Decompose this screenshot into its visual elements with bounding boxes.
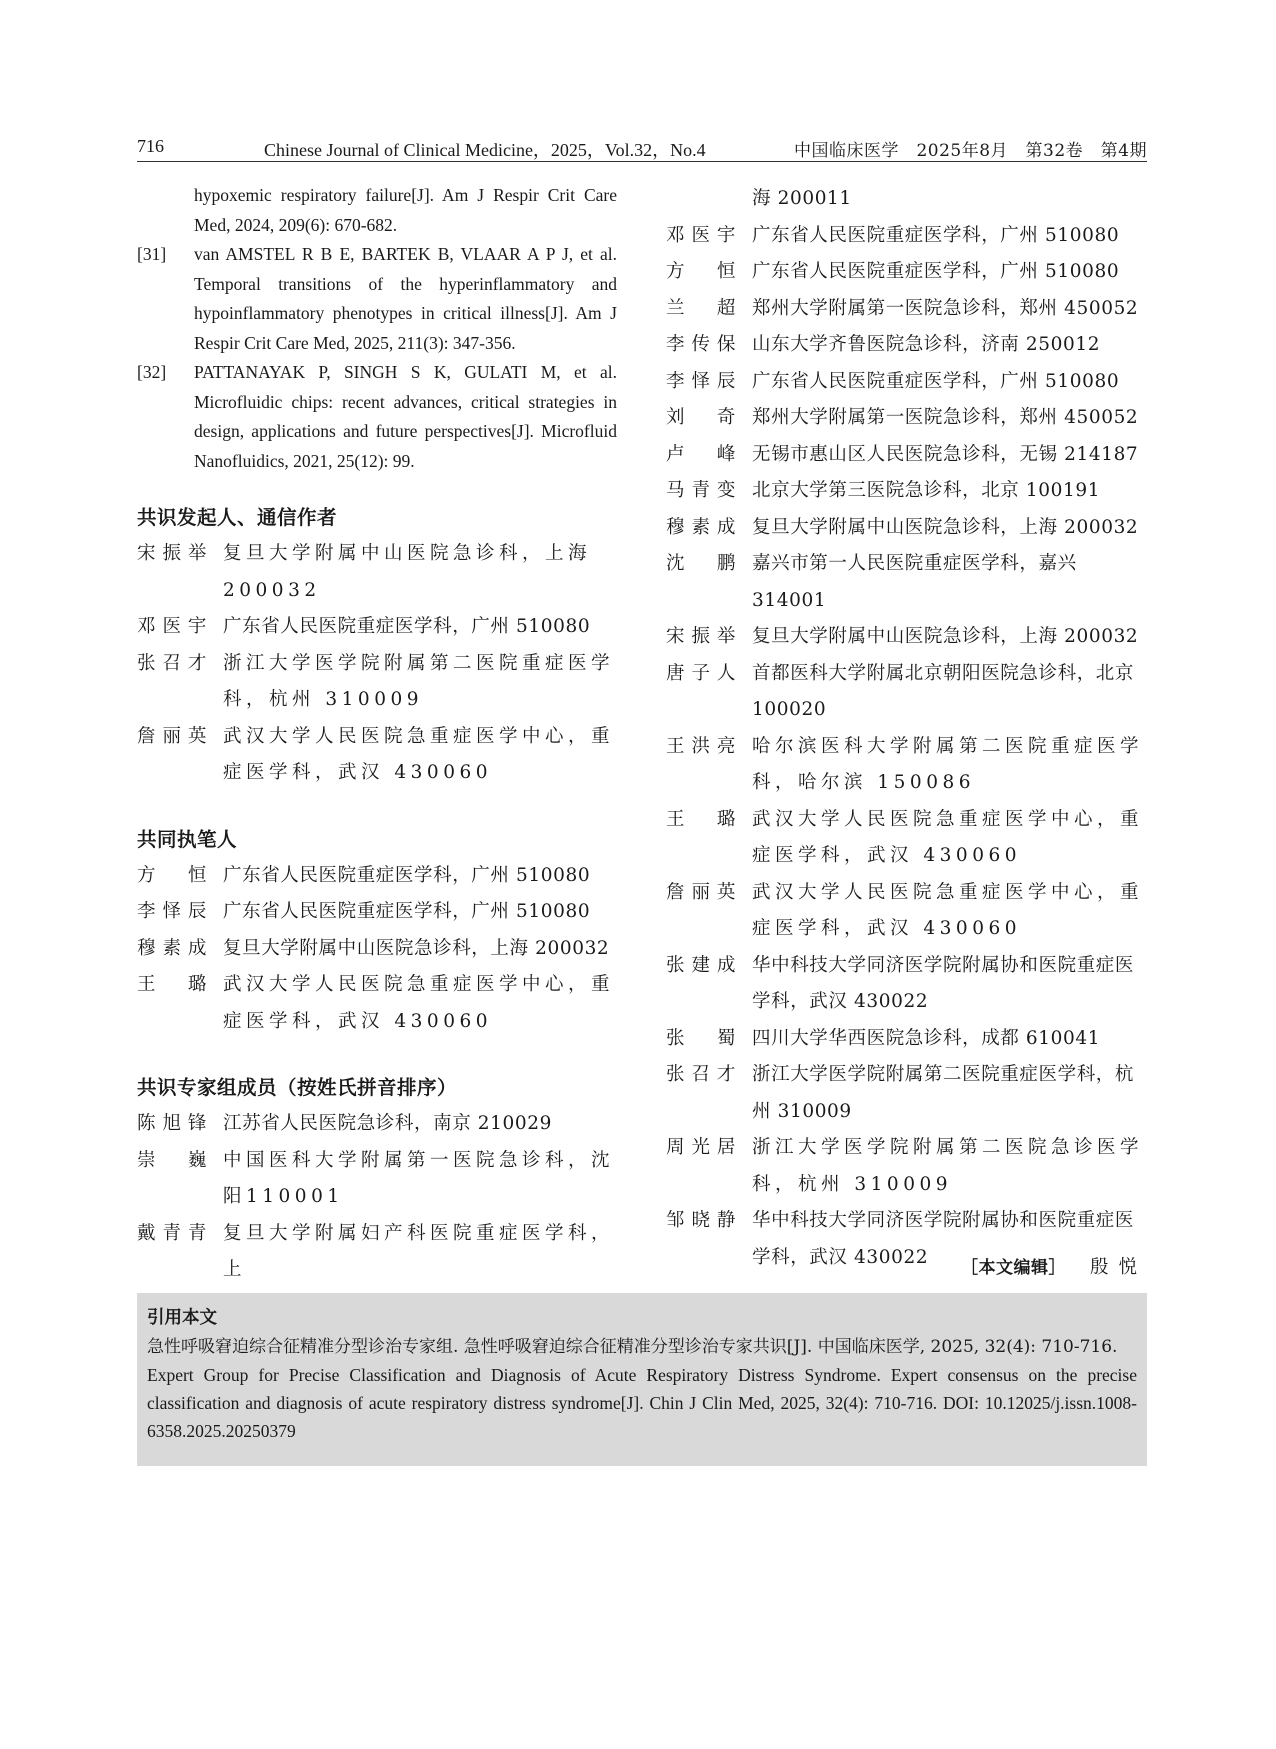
section-title-initiators: 共识发起人、通信作者	[137, 506, 338, 529]
member-affiliation: 华中科技大学同济医学院附属协和医院重症医学科，武汉 430022	[752, 1210, 1135, 1268]
member-entry	[137, 967, 617, 1040]
member-affiliation: 广东省人民医院重症医学科，广州 510080	[223, 616, 591, 637]
member-entry	[666, 1130, 1147, 1203]
member-entry	[666, 327, 1147, 364]
section-title-experts: 共识专家组成员（按姓氏拼音排序）	[137, 1076, 458, 1099]
member-entry	[137, 858, 617, 895]
reference-text: PATTANAYAK P, SINGH S K, GULATI M, et al. Microfluidic chips: recent advances, critical strategies in design, applications and future perspectives[J]. Microfluid Nanofluidics, 2021, 25(12): 99.	[194, 362, 617, 471]
member-name: 陈旭锋	[137, 1113, 207, 1134]
citation-en: Expert Group for Precise Classification and Diagnosis of Acute Respiratory Distress Syndrome. Expert consensus on the precise classification and diagnosis of acute respiratory distress syndrome[J]. Chin J Clin Med, 2025, 32(4): 710-716. DOI: 10.12025/j.issn.1008-6358.2025.20250379	[147, 1365, 1137, 1441]
member-name: 张建成	[666, 954, 736, 976]
editor-credit	[961, 1253, 1147, 1279]
member-entry	[666, 400, 1147, 437]
member-affiliation: 广东省人民医院重症医学科，广州 510080	[752, 370, 1120, 392]
citation-box	[137, 1293, 1147, 1466]
member-entry	[666, 473, 1147, 510]
member-affiliation: 广东省人民医院重症医学科，广州 510080	[752, 224, 1120, 246]
member-affiliation: 武汉大学人民医院急重症医学中心，重症医学科，武汉 430060	[752, 808, 1144, 866]
member-affiliation: 四川大学华西医院急诊科，成都 610041	[752, 1027, 1101, 1049]
member-entry	[666, 218, 1147, 255]
member-entry	[666, 437, 1147, 474]
left-column	[137, 181, 617, 1289]
member-entry	[666, 364, 1147, 401]
member-affiliation: 江苏省人民医院急诊科，南京 210029	[223, 1113, 553, 1134]
reference-number: [32]	[137, 362, 167, 382]
member-name: 宋振举	[137, 543, 207, 564]
member-name: 穆素成	[666, 516, 736, 538]
member-affiliation: 武汉大学人民医院急重症医学中心，重症医学科，武汉 430060	[223, 725, 615, 783]
member-name: 李怿辰	[137, 901, 207, 922]
member-affiliation: 广东省人民医院重症医学科，广州 510080	[223, 864, 591, 886]
writers-list	[137, 858, 617, 1041]
member-affiliation: 山东大学齐鲁医院急诊科，济南 250012	[752, 334, 1101, 355]
member-entry	[666, 254, 1147, 291]
member-name: 宋振举	[666, 626, 736, 647]
reference-item	[137, 358, 617, 476]
member-name: 沈 鹏	[666, 553, 736, 574]
member-name: 张召才	[137, 652, 207, 674]
member-entry	[666, 656, 1147, 729]
member-name: 张召才	[666, 1064, 736, 1085]
member-entry	[666, 1057, 1147, 1130]
member-affiliation: 武汉大学人民医院急重症医学中心，重症医学科，武汉 430060	[752, 881, 1144, 939]
member-affiliation: 浙江大学医学院附属第二医院重症医学科，杭州 310009	[223, 652, 615, 710]
member-entry	[137, 1143, 617, 1216]
reference-item	[137, 240, 617, 358]
member-entry	[137, 931, 617, 968]
right-column	[666, 181, 1147, 1276]
member-name: 李怿辰	[666, 370, 736, 392]
member-name: 邓医宇	[137, 616, 207, 637]
reference-continuation: hypoxemic respiratory failure[J]. Am J Respir Crit Care Med, 2024, 209(6): 670-682.	[194, 185, 617, 235]
member-name: 崇 巍	[137, 1149, 207, 1171]
member-affiliation: 浙江大学医学院附属第二医院急诊医学科，杭州 310009	[752, 1137, 1144, 1195]
member-entry	[137, 646, 617, 719]
member-affiliation: 嘉兴市第一人民医院重症医学科，嘉兴 314001	[752, 553, 1077, 611]
member-affiliation: 浙江大学医学院附属第二医院重症医学科，杭州 310009	[752, 1064, 1135, 1122]
reference-text: van AMSTEL R B E, BARTEK B, VLAAR A P J, et al. Temporal transitions of the hyperinflammatory and hypoinflammatory phenotypes in critical illness[J]. Am J Respir Crit Care Med, 2025, 211(3): 347-356.	[194, 244, 617, 353]
member-name: 穆素成	[137, 937, 207, 959]
member-affiliation: 复旦大学附属中山医院急诊科，上海 200032	[752, 626, 1139, 647]
member-name: 兰 超	[666, 297, 736, 319]
member-affiliation: 复旦大学附属中山医院急诊科，上海200032	[223, 543, 592, 601]
member-name: 邹晓静	[666, 1210, 736, 1231]
member-name: 王 璐	[666, 808, 736, 830]
member-entry	[666, 291, 1147, 328]
member-affiliation: 华中科技大学同济医学院附属协和医院重症医学科，武汉 430022	[752, 954, 1135, 1012]
member-affiliation: 首都医科大学附属北京朝阳医院急诊科，北京 100020	[752, 662, 1135, 720]
member-entry	[666, 510, 1147, 547]
member-entry	[137, 609, 617, 646]
member-name: 詹丽英	[137, 725, 207, 747]
reference-number: [31]	[137, 244, 167, 264]
member-entry	[666, 948, 1147, 1021]
member-name: 戴青青	[137, 1222, 207, 1244]
member-affiliation: 郑州大学附属第一医院急诊科，郑州 450052	[752, 297, 1139, 319]
member-affiliation: 中国医科大学附属第一医院急诊科，沈阳110001	[223, 1149, 615, 1207]
member-entry	[137, 536, 617, 609]
member-name: 刘 奇	[666, 407, 736, 428]
experts-list-left	[137, 1106, 617, 1289]
member-affiliation: 哈尔滨医科大学附属第二医院重症医学科，哈尔滨 150086	[752, 735, 1144, 793]
member-affiliation: 武汉大学人民医院急重症医学中心，重症医学科，武汉 430060	[223, 974, 615, 1032]
member-name: 张 蜀	[666, 1027, 736, 1049]
journal-title-cn: 中国临床医学 2025年8月 第32卷 第4期	[793, 141, 1147, 161]
member-name: 方 恒	[666, 261, 736, 282]
page-number: 716	[137, 136, 164, 156]
member-entry	[137, 894, 617, 931]
member-name: 周光居	[666, 1137, 736, 1158]
member-name: 王 璐	[137, 974, 207, 995]
member-name: 詹丽英	[666, 881, 736, 903]
member-name: 马青变	[666, 480, 736, 501]
member-name: 邓医宇	[666, 224, 736, 246]
member-entry	[666, 546, 1147, 619]
expert-continuation: 海 200011	[752, 188, 852, 209]
member-entry	[666, 1021, 1147, 1058]
member-affiliation: 复旦大学附属中山医院急诊科，上海 200032	[752, 516, 1139, 538]
member-affiliation: 复旦大学附属中山医院急诊科，上海 200032	[223, 937, 610, 959]
editor-label: ［本文编辑］	[960, 1258, 1066, 1278]
running-header	[137, 136, 1147, 162]
member-entry	[137, 1106, 617, 1143]
section-title-writers: 共同执笔人	[137, 827, 238, 851]
member-name: 李传保	[666, 334, 736, 355]
initiators-list	[137, 536, 617, 792]
header-rule	[137, 161, 1147, 162]
member-name: 王洪亮	[666, 735, 736, 757]
member-affiliation: 广东省人民医院重症医学科，广州 510080	[752, 261, 1120, 282]
member-affiliation: 无锡市惠山区人民医院急诊科，无锡 214187	[752, 443, 1139, 465]
member-name: 卢 峰	[666, 443, 736, 465]
member-entry	[666, 875, 1147, 948]
member-affiliation: 复旦大学附属妇产科医院重症医学科，上	[223, 1222, 615, 1280]
member-entry	[666, 802, 1147, 875]
citation-title: 引用本文	[147, 1308, 217, 1328]
journal-title-en: Chinese Journal of Clinical Medicine，2025，Vol.32，No.4	[264, 140, 706, 160]
member-affiliation: 北京大学第三医院急诊科，北京 100191	[752, 480, 1101, 501]
member-entry	[137, 719, 617, 792]
member-name: 方 恒	[137, 864, 207, 886]
member-affiliation: 郑州大学附属第一医院急诊科，郑州 450052	[752, 407, 1139, 428]
member-entry	[137, 1216, 617, 1289]
member-name: 唐子人	[666, 662, 736, 684]
member-affiliation: 广东省人民医院重症医学科，广州 510080	[223, 901, 591, 922]
member-entry	[666, 619, 1147, 656]
editor-name: 殷悦	[1089, 1257, 1147, 1278]
citation-cn: 急性呼吸窘迫综合征精准分型诊治专家组. 急性呼吸窘迫综合征精准分型诊治专家共识[J]. 中国临床医学, 2025, 32(4): 710-716.	[147, 1337, 1118, 1357]
experts-list-right	[666, 218, 1147, 1277]
member-entry	[666, 729, 1147, 802]
